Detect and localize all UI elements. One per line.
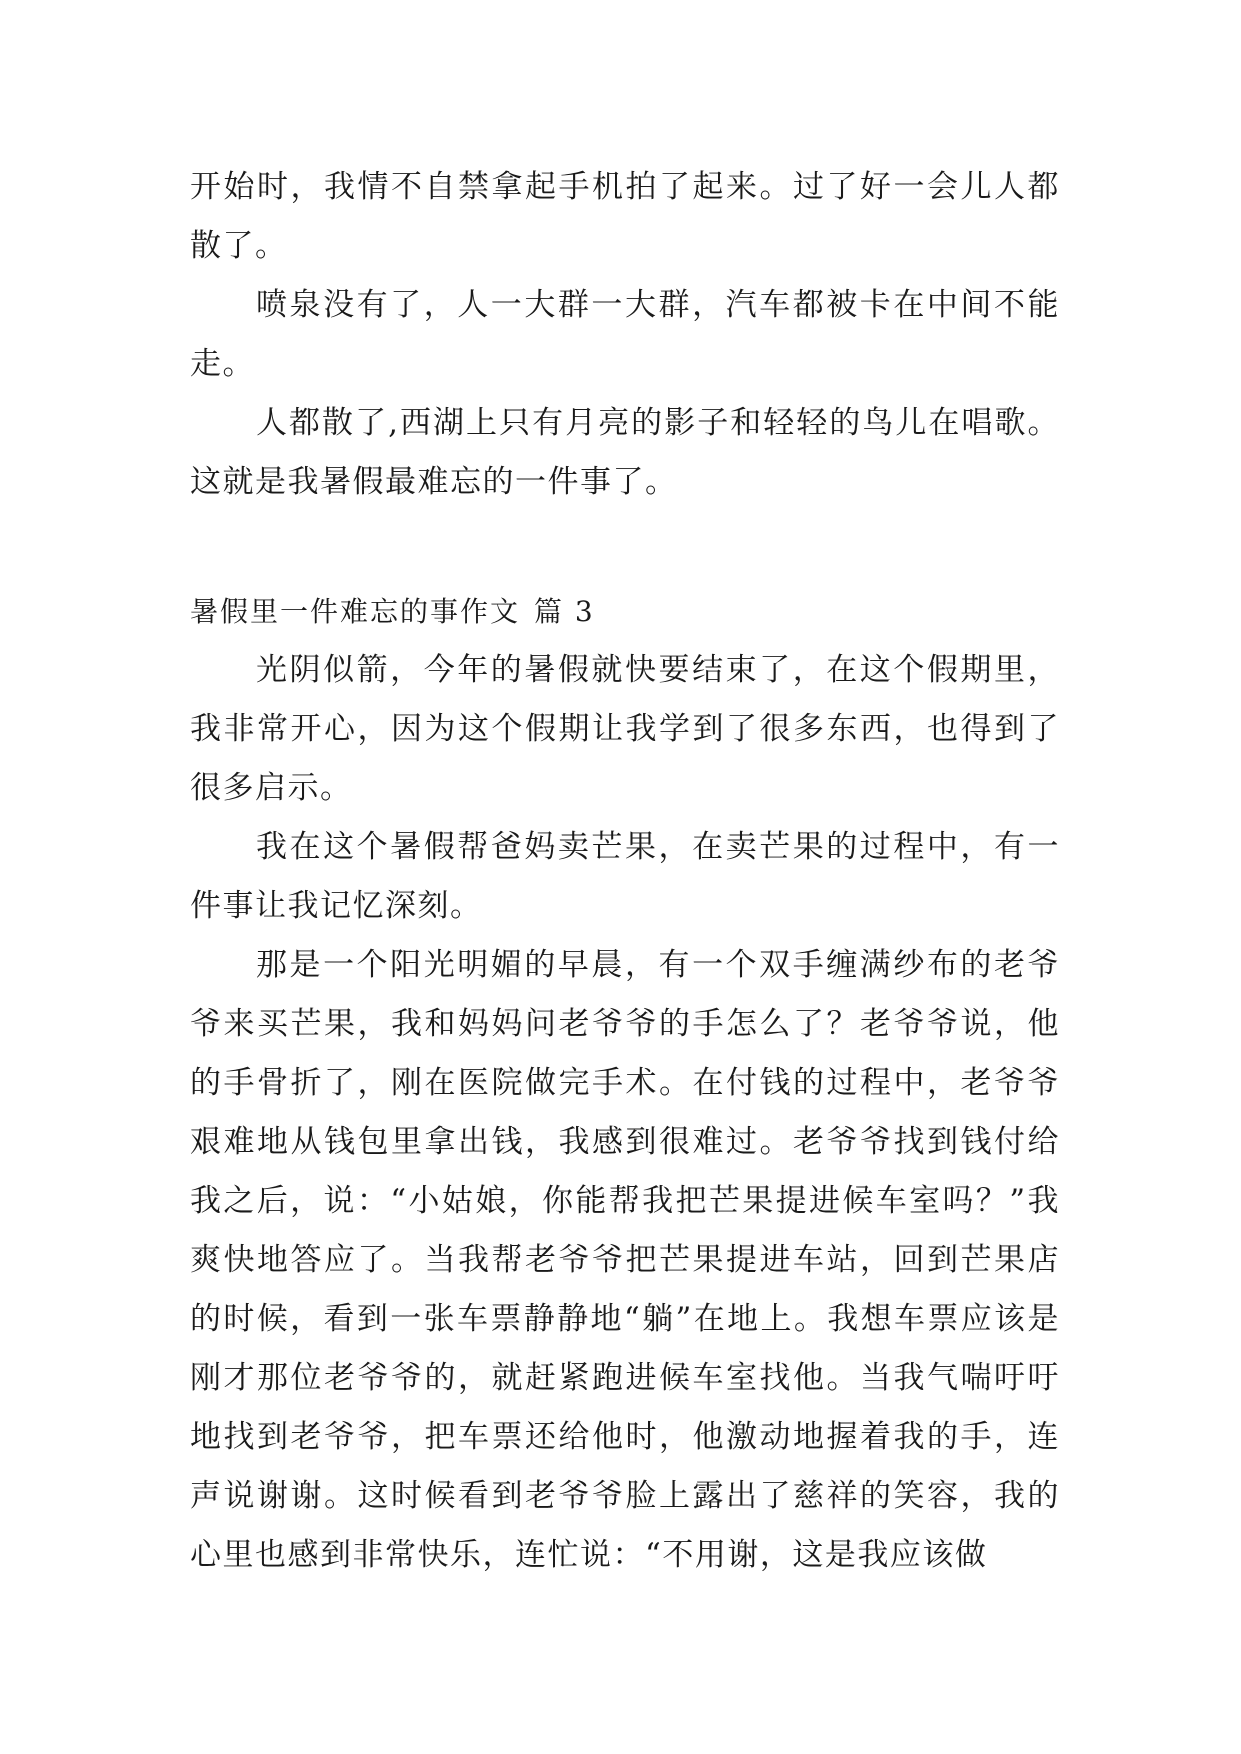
- section-title-text: 暑假里一件难忘的事作文: [190, 595, 521, 628]
- paragraph-3: 人都散了,西湖上只有月亮的影子和轻轻的鸟儿在唱歌。这就是我暑假最难忘的一件事了。: [190, 405, 1060, 500]
- paragraph-4: 光阴似箭，今年的暑假就快要结束了，在这个假期里，我非常开心，因为这个假期让我学到了很多东西，也得到了很多启示。: [190, 652, 1060, 806]
- paragraph-2: 喷泉没有了，人一大群一大群，汽车都被卡在中间不能走。: [190, 287, 1060, 382]
- document-body: [190, 158, 1060, 1585]
- paragraph-5: 我在这个暑假帮爸妈卖芒果，在卖芒果的过程中，有一件事让我记忆深刻。: [190, 829, 1060, 924]
- paragraph-1: 开始时，我情不自禁拿起手机拍了起来。过了好一会儿人都散了。: [190, 169, 1060, 264]
- section-heading: [190, 582, 1060, 641]
- paragraph-6: 那是一个阳光明媚的早晨，有一个双手缠满纱布的老爷爷来买芒果，我和妈妈问老爷爷的手怎么了？老爷爷说，他的手骨折了，刚在医院做完手术。在付钱的过程中，老爷爷艰难地从钱包里拿出钱，我感到很难过。老爷爷找到钱付给我之后，说：“小姑娘，你能帮我把芒果提进候车室吗？”我爽快地答应了。当我帮老爷爷把芒果提进车站，回到芒果店的时候，看到一张车票静静地“躺”在地上。我想车票应该是刚才那位老爷爷的，就赶紧跑进候车室找他。当我气喘吁吁地找到老爷爷，把车票还给他时，他激动地握着我的手，连声说谢谢。这时候看到老爷爷脸上露出了慈祥的笑容，我的心里也感到非常快乐，连忙说：“不用谢，这是我应该做: [190, 947, 1060, 1573]
- section-number: 篇 3: [534, 595, 595, 628]
